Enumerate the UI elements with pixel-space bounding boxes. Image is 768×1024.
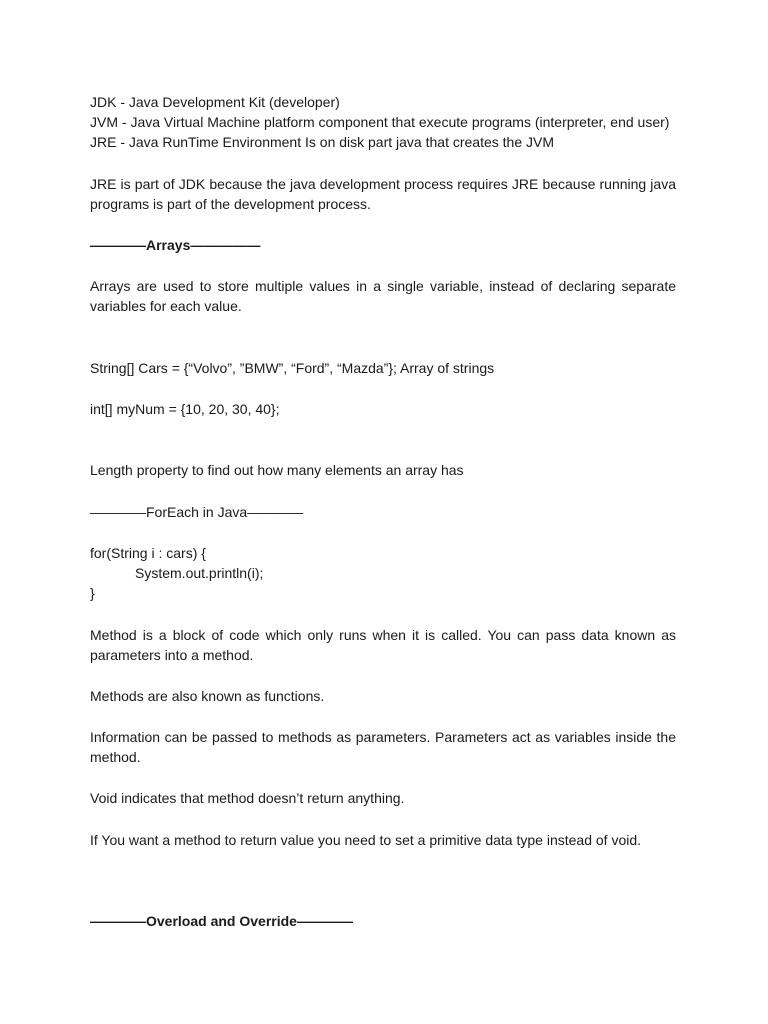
string-array-example: String[] Cars = {“Volvo”, ”BMW”, “Ford”, “Mazda”}; Array of strings (90, 360, 495, 376)
code-line-for: for(String i : cars) { (90, 545, 206, 561)
foreach-heading: ————ForEach in Java———— (90, 504, 304, 520)
arrays-paragraph: Arrays are used to store multiple values in a single variable, instead of declaring separate variables for each value. (90, 278, 676, 314)
code-line-println: System.out.println(i); (135, 565, 264, 581)
length-note: Length property to find out how many elements an array has (90, 462, 464, 478)
methods-functions-note: Methods are also known as functions. (90, 688, 325, 704)
code-line-close-brace: } (90, 585, 95, 601)
int-array-example: int[] myNum = {10, 20, 30, 40}; (90, 401, 280, 417)
definition-jvm: JVM - Java Virtual Machine platform component that execute programs (interpreter, end user) (90, 114, 670, 130)
void-note: Void indicates that method doesn’t return anything. (90, 790, 405, 806)
overload-heading: ————Overload and Override———— (90, 913, 353, 929)
foreach-code-block (90, 543, 676, 603)
information-paragraph: Information can be passed to methods as parameters. Parameters act as variables inside the method. (90, 729, 676, 765)
definitions-list (90, 92, 676, 152)
definition-jre: JRE - Java RunTime Environment Is on disk part java that creates the JVM (90, 134, 555, 150)
arrays-heading: ————Arrays————— (90, 237, 261, 253)
jre-paragraph: JRE is part of JDK because the java development process requires JRE because running java programs is part of the development process. (90, 176, 676, 212)
return-paragraph: If You want a method to return value you need to set a primitive data type instead of void. (90, 832, 642, 848)
method-paragraph: Method is a block of code which only runs when it is called. You can pass data known as parameters into a method. (90, 627, 676, 663)
definition-jdk: JDK - Java Development Kit (developer) (90, 94, 340, 110)
